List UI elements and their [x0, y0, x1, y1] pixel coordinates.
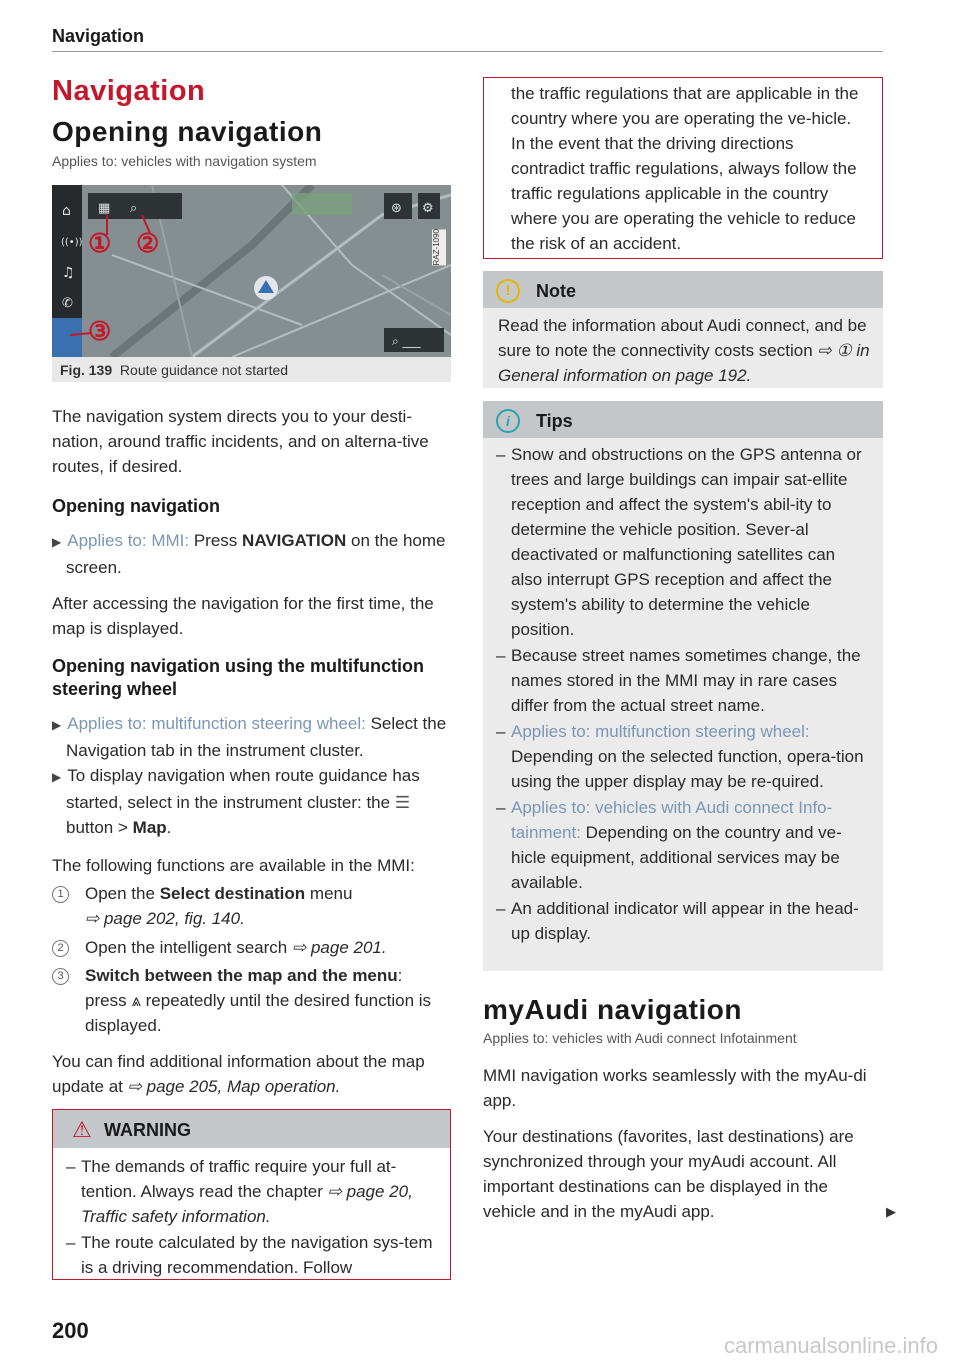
myaudi-body — [483, 1063, 883, 1224]
step-arrow-icon: ▶ — [52, 718, 62, 732]
subheading-opening: Opening navigation — [52, 496, 221, 516]
number-circle: 2 — [52, 940, 69, 957]
figure-caption-text: Route guidance not started — [119, 362, 289, 378]
tip-1: – Snow and obstructions on the GPS antenna or trees and large buildings can impair sat-ellite reception and affect the system's abil-ity to determine the vehicle position. Sever-al deactivated or malfunctioning satellites can also interrupt GPS reception and affect the system's ability to determine the vehicle position. — [483, 442, 869, 642]
item3-colon: : — [397, 966, 403, 985]
navigation-key: NAVIGATION — [242, 531, 347, 550]
map-label: Map — [132, 818, 167, 837]
select-destination-label: Select destination — [159, 884, 306, 903]
tips-box — [483, 401, 883, 971]
menu-list-icon: ☰ — [394, 793, 411, 812]
figure-caption — [60, 362, 288, 378]
continue-arrow-icon: ▶ — [886, 1204, 896, 1219]
svg-text:⌂: ⌂ — [62, 203, 71, 219]
warning-box — [52, 1109, 451, 1280]
step3-text-b: button > — [66, 818, 128, 837]
navigation-arrow-icon: ⩓ — [131, 991, 141, 1010]
callout-1: ① — [88, 228, 112, 258]
section-title: Navigation — [52, 75, 206, 107]
step-1 — [52, 528, 452, 580]
page-ref-205[interactable]: ⇨ page 205, Map operation. — [127, 1077, 341, 1096]
tip3-text: Depending on the selected function, opera-tion using the upper display may be re-quired. — [511, 747, 864, 791]
tips-info-icon: i — [496, 409, 520, 433]
subheading-steering-wheel: Opening navigation using the multifunction steering wheel — [52, 656, 424, 699]
warning-continuation-text: the traffic regulations that are applicable in the country where you are operating the ve-hicle. In the event that the driving directions contradict traffic regulations, always follow the traffic regulations applicable in the country where you are operating the vehicle to reduce the risk of an accident. — [511, 84, 859, 253]
function-item-2 — [52, 935, 452, 960]
applies-steering-wheel: Applies to: multifunction steering wheel: — [67, 714, 366, 733]
tip-5: – An additional indicator will appear in the head-up display. — [483, 896, 869, 946]
svg-text:((•)): ((•)) — [61, 237, 83, 248]
step1-text-b: on the home screen. — [66, 531, 446, 577]
step3-text: To display navigation when route guidance has started, select in the instrument cluster: the — [66, 766, 420, 812]
page-title: Opening navigation — [52, 116, 323, 147]
figure-number: Fig. 139 — [60, 362, 113, 378]
svg-text:⌕: ⌕ — [130, 201, 138, 216]
svg-text:⌕ ___: ⌕ ___ — [392, 334, 421, 348]
tip-2: – Because street names sometimes change, the names stored in the MMI may in rare cases differ from the actual street name. — [483, 643, 869, 718]
callout-3: ③ — [88, 316, 112, 346]
intro-paragraph: The navigation system directs you to your desti-nation, around traffic incidents, and on alterna-tive routes, if desired. — [52, 407, 429, 476]
note-title: Note — [536, 281, 576, 301]
function-item-3 — [52, 963, 452, 1038]
warning-item-2: – The route calculated by the navigation sys-tem is a driving recommendation. Follow — [53, 1230, 438, 1280]
tip3-applies: Applies to: multifunction steering wheel: — [511, 722, 810, 741]
item2-text: Open the intelligent search — [85, 938, 288, 957]
additional-info — [52, 1049, 452, 1099]
myaudi-title: myAudi navigation — [483, 994, 742, 1025]
svg-text:▦: ▦ — [98, 201, 111, 216]
svg-text:⊛: ⊛ — [391, 201, 402, 216]
tips-title: Tips — [536, 411, 573, 431]
step1-text-a: Press — [193, 531, 238, 550]
figure-caption-bar — [52, 357, 451, 382]
page-ref-20[interactable]: ⇨ page 20, Traffic safety information. — [81, 1182, 413, 1226]
map-illustration — [52, 185, 451, 357]
page-ref-192[interactable]: ⇨ ① in General information on page 192. — [498, 341, 870, 385]
note-body: Read the information about Audi connect, and be sure to note the connectivity costs section — [498, 316, 867, 360]
running-header: Navigation — [52, 26, 145, 46]
number-circle: 3 — [52, 968, 69, 985]
step-3: ▶ To display navigation when route guidance has started, select in the instrument cluster: the ☰ button > Map. — [52, 766, 420, 837]
tip4-applies: Applies to: vehicles with Audi connect Info-tainment: — [511, 798, 833, 842]
navigation-screen-figure — [52, 185, 451, 357]
step-arrow-icon: ▶ — [52, 535, 62, 549]
page-ref-202[interactable]: ⇨ page 202, fig. 140. — [85, 909, 245, 928]
svg-text:♫: ♫ — [62, 265, 75, 281]
note-icon: ! — [496, 279, 520, 303]
note-text — [483, 308, 883, 388]
after-paragraph: After accessing the navigation for the first time, the map is displayed. — [52, 594, 434, 638]
warning-header — [53, 1110, 450, 1148]
additional-text: You can find additional information about the map update at — [52, 1052, 425, 1096]
function-item-1 — [52, 881, 452, 931]
item1-text-b: menu — [309, 884, 353, 903]
figure-code: RAZ-1090 — [432, 229, 446, 265]
item3-text-d: repeatedly until the desired function is displayed. — [85, 991, 432, 1035]
page-ref-201[interactable]: ⇨ page 201. — [291, 938, 387, 957]
tips-header — [483, 401, 883, 438]
tip-3 — [483, 719, 869, 794]
left-body — [52, 404, 452, 1099]
item1-text-a: Open the — [85, 884, 155, 903]
applies-note: Applies to: vehicles with navigation system — [52, 153, 317, 169]
myaudi-paragraph-2: Your destinations (favorites, last destinations) are synchronized through your myAudi account. All important destinations can be displayed in the vehicle and in the myAudi app. — [483, 1127, 854, 1221]
watermark: carmanualsonline.info — [723, 1333, 938, 1358]
switch-map-menu-label: Switch between the map and the menu — [85, 966, 398, 985]
note-box — [483, 271, 883, 388]
step2-text: Select the Navigation tab in the instrument cluster. — [66, 714, 447, 760]
number-circle: 1 — [52, 886, 69, 903]
note-header — [483, 271, 883, 308]
warning-triangle-icon: ⚠ — [72, 1117, 92, 1142]
tip4-text: Depending on the country and ve-hicle equipment, additional services may be available. — [511, 823, 842, 892]
tip-4 — [483, 795, 869, 895]
warning-item1-text: The demands of traffic require your full at-tention. Always read the chapter — [81, 1157, 397, 1201]
warning-item-1 — [53, 1154, 438, 1229]
svg-text:✆: ✆ — [62, 296, 73, 311]
applies-mmi: Applies to: MMI: — [67, 531, 190, 550]
step-2 — [52, 711, 452, 763]
page-number: 200 — [52, 1318, 89, 1343]
myaudi-applies: Applies to: vehicles with Audi connect Infotainment — [483, 1030, 797, 1046]
item3-text-c: press — [85, 991, 127, 1010]
functions-intro: The following functions are available in the MMI: — [52, 856, 415, 875]
header-rule — [52, 51, 883, 52]
step-arrow-icon: ▶ — [52, 770, 62, 784]
warning-title: WARNING — [104, 1120, 191, 1140]
myaudi-paragraph-1: MMI navigation works seamlessly with the myAu-di app. — [483, 1066, 867, 1110]
warning-continuation-box — [483, 77, 883, 259]
svg-text:⚙: ⚙ — [422, 201, 434, 216]
callout-2: ② — [136, 228, 160, 258]
